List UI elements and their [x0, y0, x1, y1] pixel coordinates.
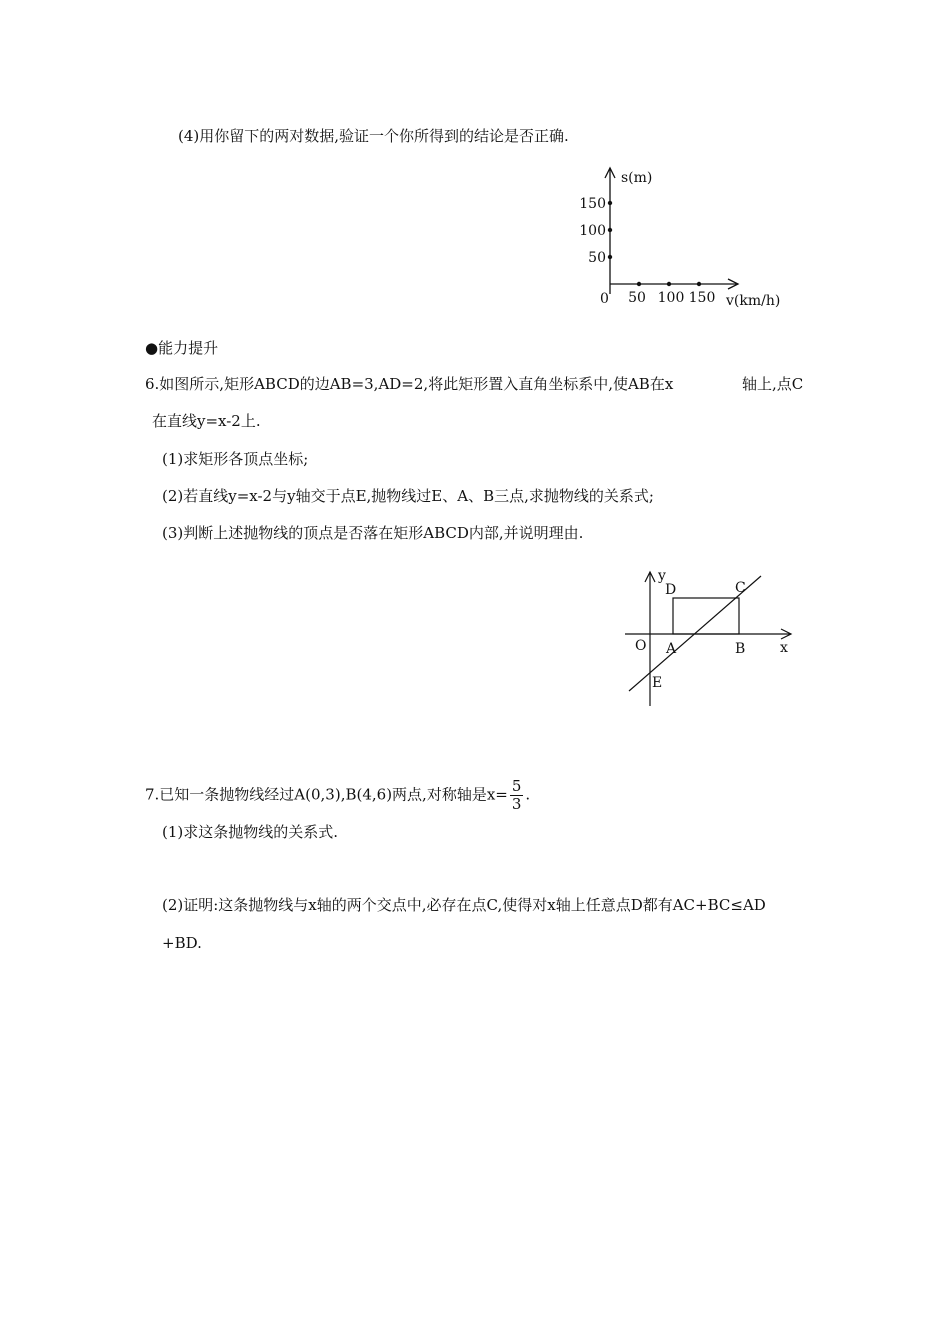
- q7-stem-text: 7.已知一条抛物线经过A(0,3),B(4,6)两点,对称轴是x=: [145, 785, 508, 804]
- point-b-label: B: [735, 641, 746, 657]
- origin-label: O: [635, 638, 647, 654]
- point-a-label: A: [666, 641, 677, 657]
- x-tick-label-150: 150: [688, 290, 716, 306]
- y-tick-label-150: 150: [579, 196, 606, 212]
- q5-part4: (4)用你留下的两对数据,验证一个你所得到的结论是否正确.: [178, 127, 569, 145]
- q7-part2-line2: +BD.: [162, 934, 202, 952]
- q6-part2: (2)若直线y=x-2与y轴交于点E,抛物线过E、A、B三点,求抛物线的关系式;: [162, 487, 654, 505]
- q7-part2-line1: (2)证明:这条抛物线与x轴的两个交点中,必存在点C,使得对x轴上任意点D都有AC+BC≤AD: [162, 896, 766, 914]
- x-tick-label-100: 100: [657, 290, 685, 306]
- q6-stem-line2: 在直线y=x-2上.: [152, 412, 261, 430]
- point-d-label: D: [665, 582, 677, 598]
- x-axis-label: x: [780, 640, 788, 656]
- x-tick-dot-100: [667, 282, 671, 286]
- rectangle-line-figure: [615, 565, 805, 715]
- q6-stem-line1: 6.如图所示,矩形ABCD的边AB=3,AD=2,将此矩形置入直角坐标系中,使AB在x: [145, 375, 674, 393]
- fraction-denominator: 3: [511, 795, 522, 813]
- q7-stem-end: .: [525, 785, 531, 804]
- x-axis-label: v(km/h): [726, 293, 781, 309]
- speed-distance-figure: [560, 160, 800, 320]
- q6-part1: (1)求矩形各顶点坐标;: [162, 450, 309, 468]
- y-axis-label: y: [658, 568, 666, 584]
- q7-stem: [145, 778, 530, 813]
- y-tick-label-50: 50: [588, 250, 606, 266]
- x-tick-dot-50: [637, 282, 641, 286]
- y-tick-dot-150: [608, 201, 612, 205]
- x-tick-dot-150: [697, 282, 701, 286]
- y-tick-dot-100: [608, 228, 612, 232]
- y-tick-dot-50: [608, 255, 612, 259]
- q7-part1: (1)求这条抛物线的关系式.: [162, 823, 339, 841]
- y-tick-label-100: 100: [579, 223, 606, 239]
- q6-stem-line1-end: 轴上,点C: [742, 375, 804, 393]
- section-title: ●能力提升: [145, 339, 219, 357]
- point-e-label: E: [652, 675, 663, 691]
- q6-part3: (3)判断上述抛物线的顶点是否落在矩形ABCD内部,并说明理由.: [162, 524, 584, 542]
- fraction-numerator: 5: [511, 777, 522, 795]
- fraction-five-thirds: [510, 778, 524, 813]
- point-c-label: C: [735, 580, 746, 596]
- origin-label: 0: [600, 291, 609, 307]
- y-axis-label: s(m): [621, 170, 653, 186]
- x-tick-label-50: 50: [628, 290, 646, 306]
